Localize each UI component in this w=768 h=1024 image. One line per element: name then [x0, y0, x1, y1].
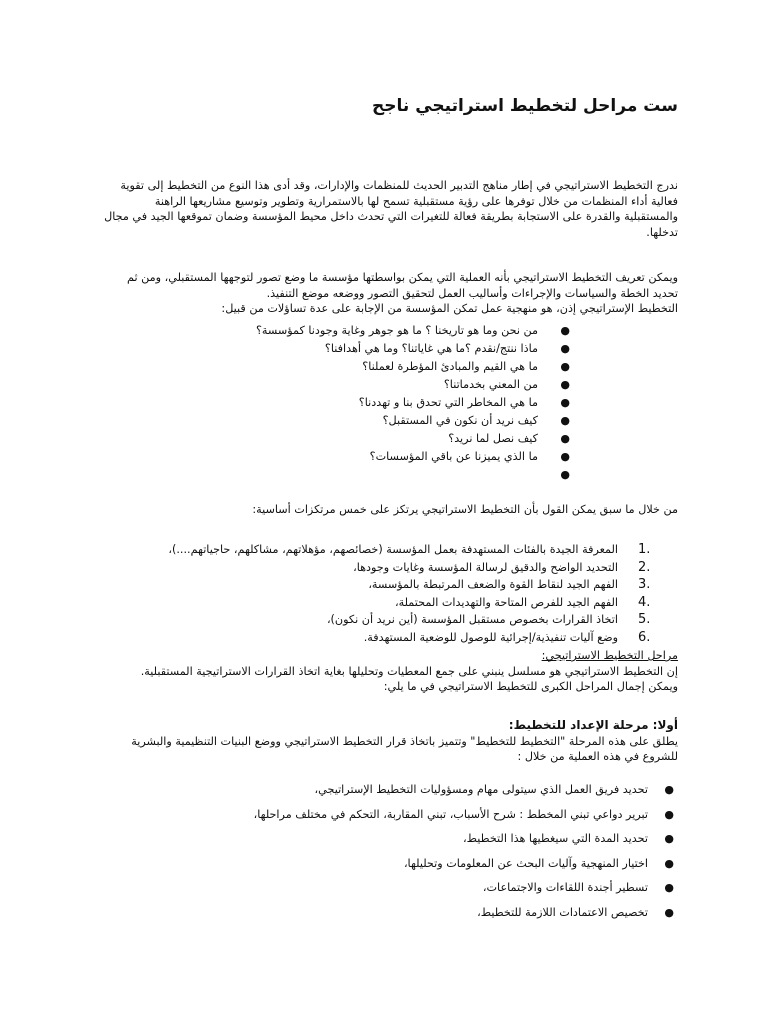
pillar-text: وضع آليات تنفيذية/إجرائية للوصول للوضعية المستهدفة. [363, 630, 618, 644]
step-text: تسطير أجندة اللقاءات والاجتماعات، [482, 881, 648, 894]
list-item [88, 852, 678, 877]
question-text: كيف نريد أن نكون في المستقبل؟ [382, 414, 538, 427]
question-text: من نحن وما هو تاريخنا ؟ ما هو جوهر وغاية وجودنا كمؤسسة؟ [255, 324, 538, 337]
item-number: 4. [638, 594, 651, 610]
list-item [88, 412, 678, 430]
step-text: تحديد فريق العمل الذي سيتولى مهام ومسؤوليات التخطيط الإستراتيجي، [314, 783, 648, 796]
bullet-icon: ● [560, 468, 570, 481]
bullet-icon: ● [560, 342, 570, 355]
pillar-text: اتخاذ القرارات بخصوص مستقبل المؤسسة (أين نريد أن نكون)، [326, 613, 618, 626]
list-item [88, 541, 678, 559]
list-item [88, 901, 678, 926]
list-item [88, 778, 678, 803]
bullet-icon: ● [560, 360, 570, 373]
bullet-icon: ● [560, 414, 570, 427]
list-item [88, 358, 678, 376]
bullet-icon: ● [560, 396, 570, 409]
first-stage-section [88, 718, 678, 765]
bullet-icon: ● [664, 832, 674, 845]
first-stage-heading: أولا: مرحلة الإعداد للتخطيط: [508, 718, 678, 732]
item-number: 2. [638, 559, 651, 575]
stages-line: ويمكن إجمال المراحل الكبرى للتخطيط الاستراتيجي في ما يلي: [383, 680, 678, 693]
list-item [88, 448, 678, 466]
question-text: ما الذي يميزنا عن باقي المؤسسات؟ [369, 450, 538, 463]
document-title: ست مراحل لتخطيط استراتيجي ناجح [372, 96, 678, 116]
list-item [88, 803, 678, 828]
definition-line: التخطيط الإستراتيجي إذن، هو منهجية عمل تمكن المؤسسة من الإجابة على عدة تساؤلات من قبيل: [221, 302, 678, 315]
intro-line: ندرج التخطيط الاستراتيجي في إطار مناهج التدبير الحديث للمنظمات والإدارات، وقد أدى هذا النوع من التخطيط إلى تقوية [120, 179, 678, 192]
definition-line: ويمكن تعريف التخطيط الاستراتيجي بأنه العملية التي يمكن بواسطتها مؤسسة ما وضع تصور لتوجهها المستقبلي، ومن ثم [127, 271, 678, 284]
list-item [88, 559, 678, 577]
list-item [88, 594, 678, 612]
bullet-icon: ● [664, 905, 674, 919]
definition-paragraph [88, 270, 678, 317]
list-item [88, 430, 678, 448]
pillar-text: المعرفة الجيدة بالفئات المستهدفة بعمل المؤسسة (خصائصهم، مؤهلاتهم، مشاكلهم، حاجياتهم....)، [168, 543, 618, 556]
bullet-icon: ● [560, 378, 570, 391]
pillars-intro [88, 502, 678, 518]
stages-heading: مراحل التخطيط الاستراتيجي: [541, 649, 678, 662]
list-item [88, 322, 678, 340]
list-item [88, 340, 678, 358]
list-item [88, 876, 678, 901]
list-item [88, 376, 678, 394]
first-stage-steps [88, 778, 678, 925]
pillar-text: التحديد الواضح والدقيق لرسالة المؤسسة وغايات وجودها، [353, 560, 618, 574]
question-text: ما هي المخاطر التي تحدق بنا و تهددنا؟ [358, 396, 538, 409]
intro-line: والمستقبلية والقدرة على الاستجابة بطريقة فعالة للتغيرات التي تحدث داخل محيط المؤسسة وضمان تموقعها الجيد في مجال [104, 210, 678, 223]
bullet-icon: ● [664, 807, 674, 821]
item-number: 6. [638, 629, 651, 645]
item-number: 1. [638, 542, 651, 557]
list-item [88, 611, 678, 629]
definition-line: تحديد الخطة والسياسات والإجراءات وأساليب العمل لتحقيق التصور ووضعه موضع التنفيذ. [266, 286, 678, 300]
list-item [88, 827, 678, 852]
step-text: تحديد المدة التي سيغطيها هذا التخطيط، [463, 832, 648, 845]
list-item [88, 394, 678, 412]
intro-paragraph [88, 178, 678, 240]
first-stage-line: يطلق على هذه المرحلة "التخطيط للتخطيط" وتتميز باتخاذ قرار التخطيط الاستراتيجي ووضع البنيات التنظيمية والبشرية [131, 734, 678, 748]
first-stage-line: للشروع في هذه العملية من خلال : [517, 750, 678, 763]
item-number: 3. [638, 577, 651, 592]
bullet-icon: ● [560, 324, 570, 337]
pillars-list [88, 541, 678, 646]
bullet-icon: ● [560, 432, 570, 445]
list-item [88, 466, 678, 484]
item-number: 5. [638, 612, 651, 627]
questions-list [88, 322, 678, 484]
step-text: تخصيص الاعتمادات اللازمة للتخطيط، [477, 905, 648, 919]
question-text: كيف نصل لما نريد؟ [448, 432, 538, 445]
bullet-icon: ● [664, 881, 674, 894]
bullet-icon: ● [560, 450, 570, 463]
question-text: ما هي القيم والمبادئ المؤطرة لعملنا؟ [362, 360, 538, 373]
stages-line: إن التخطيط الاستراتيجي هو مسلسل ينبني على جمع المعطيات وتحليلها بغاية اتخاذ القرارات الاستراتيجية المستقبلية. [140, 664, 678, 678]
list-item [88, 576, 678, 594]
intro-line: فعالية أداء المنظمات من خلال توفرها على رؤية مستقبلية تسمح لها بالاستمرارية وتطوير وتوسيع مشاريعها الراهنة [154, 194, 678, 208]
bullet-icon: ● [664, 856, 674, 870]
intro-line: تدخلها. [646, 225, 678, 239]
bullet-icon: ● [664, 783, 674, 796]
stages-section [88, 648, 678, 695]
list-item [88, 629, 678, 647]
pillars-intro-text: من خلال ما سبق يمكن القول بأن التخطيط الاستراتيجي يرتكز على خمس مرتكزات أساسية: [252, 503, 678, 516]
step-text: تبرير دواعي تبني المخطط : شرح الأسباب، تبني المقاربة، التحكم في مختلف مراحلها، [253, 807, 648, 821]
pillar-text: الفهم الجيد لنقاط القوة والضعف المرتبطة بالمؤسسة، [368, 578, 618, 591]
question-text: ماذا ننتج/نقدم ؟ما هي غاياتنا؟ وما هي أهدافنا؟ [324, 342, 538, 355]
pillar-text: الفهم الجيد للفرص المتاحة والتهديدات المحتملة، [394, 595, 618, 609]
question-text: من المعني بخدماتنا؟ [443, 378, 538, 391]
step-text: اختيار المنهجية وآليات البحث عن المعلومات وتحليلها، [403, 856, 648, 870]
